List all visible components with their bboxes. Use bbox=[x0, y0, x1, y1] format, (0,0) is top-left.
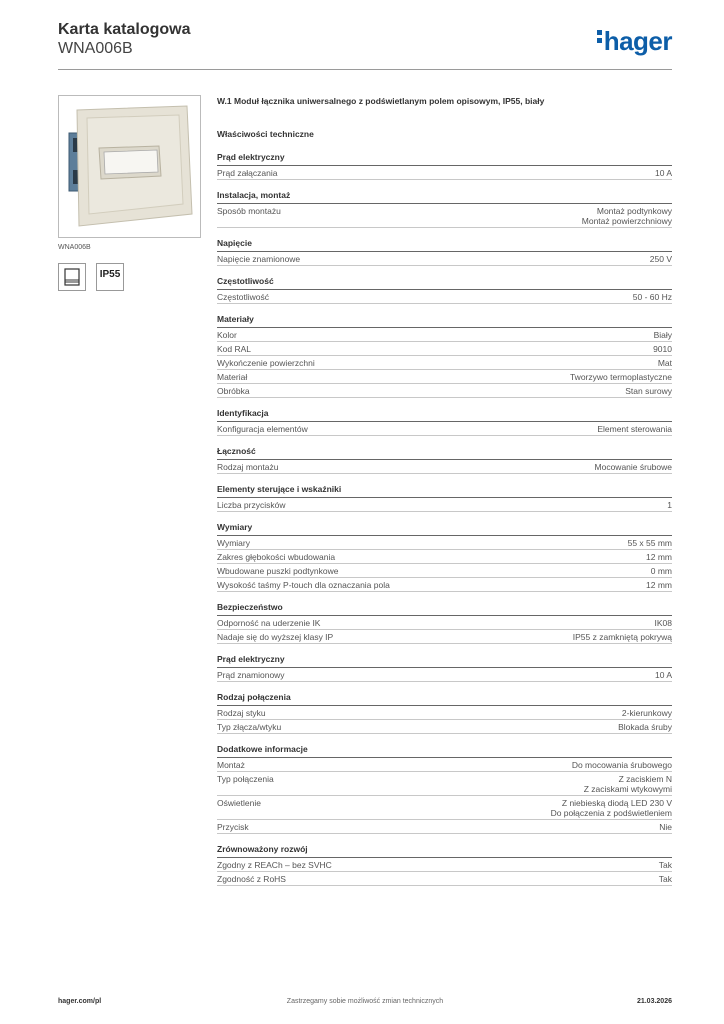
property-value-line: IK08 bbox=[654, 618, 672, 628]
logo-text: hager bbox=[603, 26, 672, 56]
section-title: Zrównoważony rozwój bbox=[217, 844, 672, 858]
property-value-line: Blokada śruby bbox=[618, 722, 672, 732]
product-image bbox=[58, 95, 201, 238]
property-value bbox=[654, 330, 672, 340]
property-value bbox=[570, 372, 672, 382]
property-section bbox=[217, 692, 672, 734]
property-section bbox=[217, 744, 672, 834]
section-title: Wymiary bbox=[217, 522, 672, 536]
property-row bbox=[217, 578, 672, 592]
property-value-line: Montaż podtynkowy bbox=[596, 206, 672, 216]
property-value-line: 50 - 60 Hz bbox=[632, 292, 672, 302]
property-label: Rodzaj montażu bbox=[217, 462, 279, 472]
property-label: Typ złącza/wtyku bbox=[217, 722, 282, 732]
property-value bbox=[655, 670, 672, 680]
section-title: Łączność bbox=[217, 446, 672, 460]
property-label: Rodzaj styku bbox=[217, 708, 266, 718]
property-section bbox=[217, 408, 672, 436]
section-title: Dodatkowe informacje bbox=[217, 744, 672, 758]
property-row bbox=[217, 328, 672, 342]
switch-module-illustration bbox=[59, 96, 201, 238]
property-value bbox=[659, 860, 672, 870]
section-title: Bezpieczeństwo bbox=[217, 602, 672, 616]
property-label: Prąd załączania bbox=[217, 168, 278, 178]
property-label: Kod RAL bbox=[217, 344, 252, 354]
property-row bbox=[217, 370, 672, 384]
properties-heading: Właściwości techniczne bbox=[217, 129, 314, 139]
property-row bbox=[217, 564, 672, 578]
footer-disclaimer: Zastrzegamy sobie możliwość zmian technicznych bbox=[286, 998, 444, 1005]
property-row bbox=[217, 872, 672, 886]
property-label: Zgodny z REACh – bez SVHC bbox=[217, 860, 332, 870]
property-label: Odporność na uderzenie IK bbox=[217, 618, 321, 628]
property-value bbox=[659, 822, 672, 832]
property-label: Zgodność z RoHS bbox=[217, 874, 286, 884]
product-code: WNA006B bbox=[58, 40, 133, 57]
property-label: Nadaje się do wyższej klasy IP bbox=[217, 632, 334, 642]
property-section bbox=[217, 844, 672, 886]
section-title: Częstotliwość bbox=[217, 276, 672, 290]
property-row bbox=[217, 720, 672, 734]
property-label: Kolor bbox=[217, 330, 237, 340]
property-value bbox=[651, 566, 672, 576]
property-value bbox=[655, 168, 672, 178]
ip-rating-badge: IP55 bbox=[96, 263, 124, 291]
property-value-line: Tak bbox=[658, 874, 672, 884]
property-row bbox=[217, 356, 672, 370]
property-value-line: 12 mm bbox=[646, 580, 672, 590]
property-row bbox=[217, 498, 672, 512]
property-row bbox=[217, 290, 672, 304]
footer-website[interactable]: hager.com/pl bbox=[58, 998, 102, 1005]
property-label: Materiał bbox=[217, 372, 248, 382]
property-row bbox=[217, 342, 672, 356]
property-row bbox=[217, 630, 672, 644]
property-label: Wymiary bbox=[217, 538, 250, 548]
property-value bbox=[659, 874, 672, 884]
property-value-line: Z zaciskiem N bbox=[618, 774, 672, 784]
property-value-line: Montaż powierzchniowy bbox=[581, 216, 672, 226]
property-value-line: Do mocowania śrubowego bbox=[571, 760, 672, 770]
product-sidebar bbox=[58, 95, 201, 291]
property-section bbox=[217, 152, 672, 180]
property-value-line: Tak bbox=[658, 860, 672, 870]
property-value-line: Mocowanie śrubowe bbox=[594, 462, 672, 472]
property-value bbox=[667, 500, 672, 510]
image-caption: WNA006B bbox=[58, 244, 91, 251]
property-section bbox=[217, 276, 672, 304]
property-value-line: 9010 bbox=[653, 344, 672, 354]
property-row bbox=[217, 772, 672, 796]
property-label: Oświetlenie bbox=[217, 798, 261, 808]
property-label: Prąd znamionowy bbox=[217, 670, 285, 680]
property-row bbox=[217, 668, 672, 682]
property-label: Sposób montażu bbox=[217, 206, 281, 216]
section-title: Instalacja, montaż bbox=[217, 190, 672, 204]
property-section bbox=[217, 522, 672, 592]
property-section bbox=[217, 190, 672, 228]
property-label: Przycisk bbox=[217, 822, 249, 832]
document-title: Karta katalogowa bbox=[58, 21, 191, 38]
property-value bbox=[655, 618, 673, 628]
property-row bbox=[217, 858, 672, 872]
section-title: Prąd elektryczny bbox=[217, 654, 672, 668]
property-value bbox=[633, 292, 672, 302]
property-value-line: Biały bbox=[653, 330, 672, 340]
property-value bbox=[622, 708, 672, 718]
property-value bbox=[595, 462, 672, 472]
property-value bbox=[658, 358, 672, 368]
property-value bbox=[573, 632, 672, 642]
property-label: Napięcie znamionowe bbox=[217, 254, 301, 264]
hager-logo bbox=[597, 26, 672, 57]
property-row bbox=[217, 706, 672, 720]
property-value bbox=[551, 798, 672, 818]
product-title: W.1 Moduł łącznika uniwersalnego z podświetlanym polem opisowym, IP55, biały bbox=[217, 96, 545, 106]
property-value bbox=[653, 344, 672, 354]
property-value-line: Z niebieską diodą LED 230 V bbox=[561, 798, 672, 808]
property-value bbox=[582, 206, 672, 226]
property-value bbox=[628, 538, 672, 548]
property-row bbox=[217, 758, 672, 772]
section-title: Prąd elektryczny bbox=[217, 152, 672, 166]
property-value-line: Do połączenia z podświetleniem bbox=[550, 808, 672, 818]
section-title: Napięcie bbox=[217, 238, 672, 252]
property-label: Konfiguracja elementów bbox=[217, 424, 308, 434]
property-section bbox=[217, 238, 672, 266]
property-value-line: 12 mm bbox=[646, 552, 672, 562]
property-value-line: Tworzywo termoplastyczne bbox=[569, 372, 672, 382]
property-value-line: Element sterowania bbox=[597, 424, 672, 434]
badge-row bbox=[58, 263, 201, 291]
property-value-line: IP55 z zamkniętą pokrywą bbox=[572, 632, 672, 642]
property-value bbox=[625, 386, 672, 396]
property-value-line: Stan surowy bbox=[625, 386, 672, 396]
property-label: Obróbka bbox=[217, 386, 250, 396]
property-value-line: 0 mm bbox=[650, 566, 672, 576]
section-title: Materiały bbox=[217, 314, 672, 328]
property-value-line: 250 V bbox=[649, 254, 672, 264]
property-value bbox=[584, 774, 672, 794]
property-value bbox=[650, 254, 672, 264]
property-sections bbox=[217, 152, 672, 886]
property-value-line: 2-kierunkowy bbox=[621, 708, 672, 718]
property-row bbox=[217, 616, 672, 630]
property-section bbox=[217, 654, 672, 682]
property-row bbox=[217, 384, 672, 398]
property-row bbox=[217, 166, 672, 180]
property-label: Częstotliwość bbox=[217, 292, 269, 302]
property-row bbox=[217, 422, 672, 436]
logo-dots-icon bbox=[597, 30, 602, 46]
property-value-line: 1 bbox=[667, 500, 672, 510]
technical-data bbox=[217, 95, 672, 896]
property-row bbox=[217, 536, 672, 550]
property-value-line: 55 x 55 mm bbox=[627, 538, 672, 548]
property-label: Wbudowane puszki podtynkowe bbox=[217, 566, 339, 576]
property-section bbox=[217, 484, 672, 512]
property-row bbox=[217, 460, 672, 474]
page-header bbox=[58, 20, 672, 70]
property-value bbox=[618, 722, 672, 732]
property-value-line: Z zaciskami wtykowymi bbox=[583, 784, 672, 794]
section-title: Identyfikacja bbox=[217, 408, 672, 422]
property-section bbox=[217, 314, 672, 398]
property-value-line: 10 A bbox=[654, 168, 672, 178]
section-title: Elementy sterujące i wskaźniki bbox=[217, 484, 672, 498]
surface-mount-icon bbox=[58, 263, 86, 291]
property-value-line: 10 A bbox=[654, 670, 672, 680]
property-label: Zakres głębokości wbudowania bbox=[217, 552, 336, 562]
property-value bbox=[646, 552, 672, 562]
property-section bbox=[217, 446, 672, 474]
footer-date: 21.03.2026 bbox=[636, 998, 672, 1005]
property-value bbox=[597, 424, 672, 434]
property-label: Montaż bbox=[217, 760, 245, 770]
property-section bbox=[217, 602, 672, 644]
property-label: Typ połączenia bbox=[217, 774, 274, 784]
property-row bbox=[217, 820, 672, 834]
property-value-line: Mat bbox=[657, 358, 672, 368]
property-label: Liczba przycisków bbox=[217, 500, 286, 510]
property-value-line: Nie bbox=[659, 822, 672, 832]
property-label: Wysokość taśmy P-touch dla oznaczania pola bbox=[217, 580, 390, 590]
property-row bbox=[217, 252, 672, 266]
property-row bbox=[217, 796, 672, 820]
property-value bbox=[572, 760, 672, 770]
property-row bbox=[217, 204, 672, 228]
property-value bbox=[646, 580, 672, 590]
property-label: Wykończenie powierzchni bbox=[217, 358, 315, 368]
property-row bbox=[217, 550, 672, 564]
section-title: Rodzaj połączenia bbox=[217, 692, 672, 706]
